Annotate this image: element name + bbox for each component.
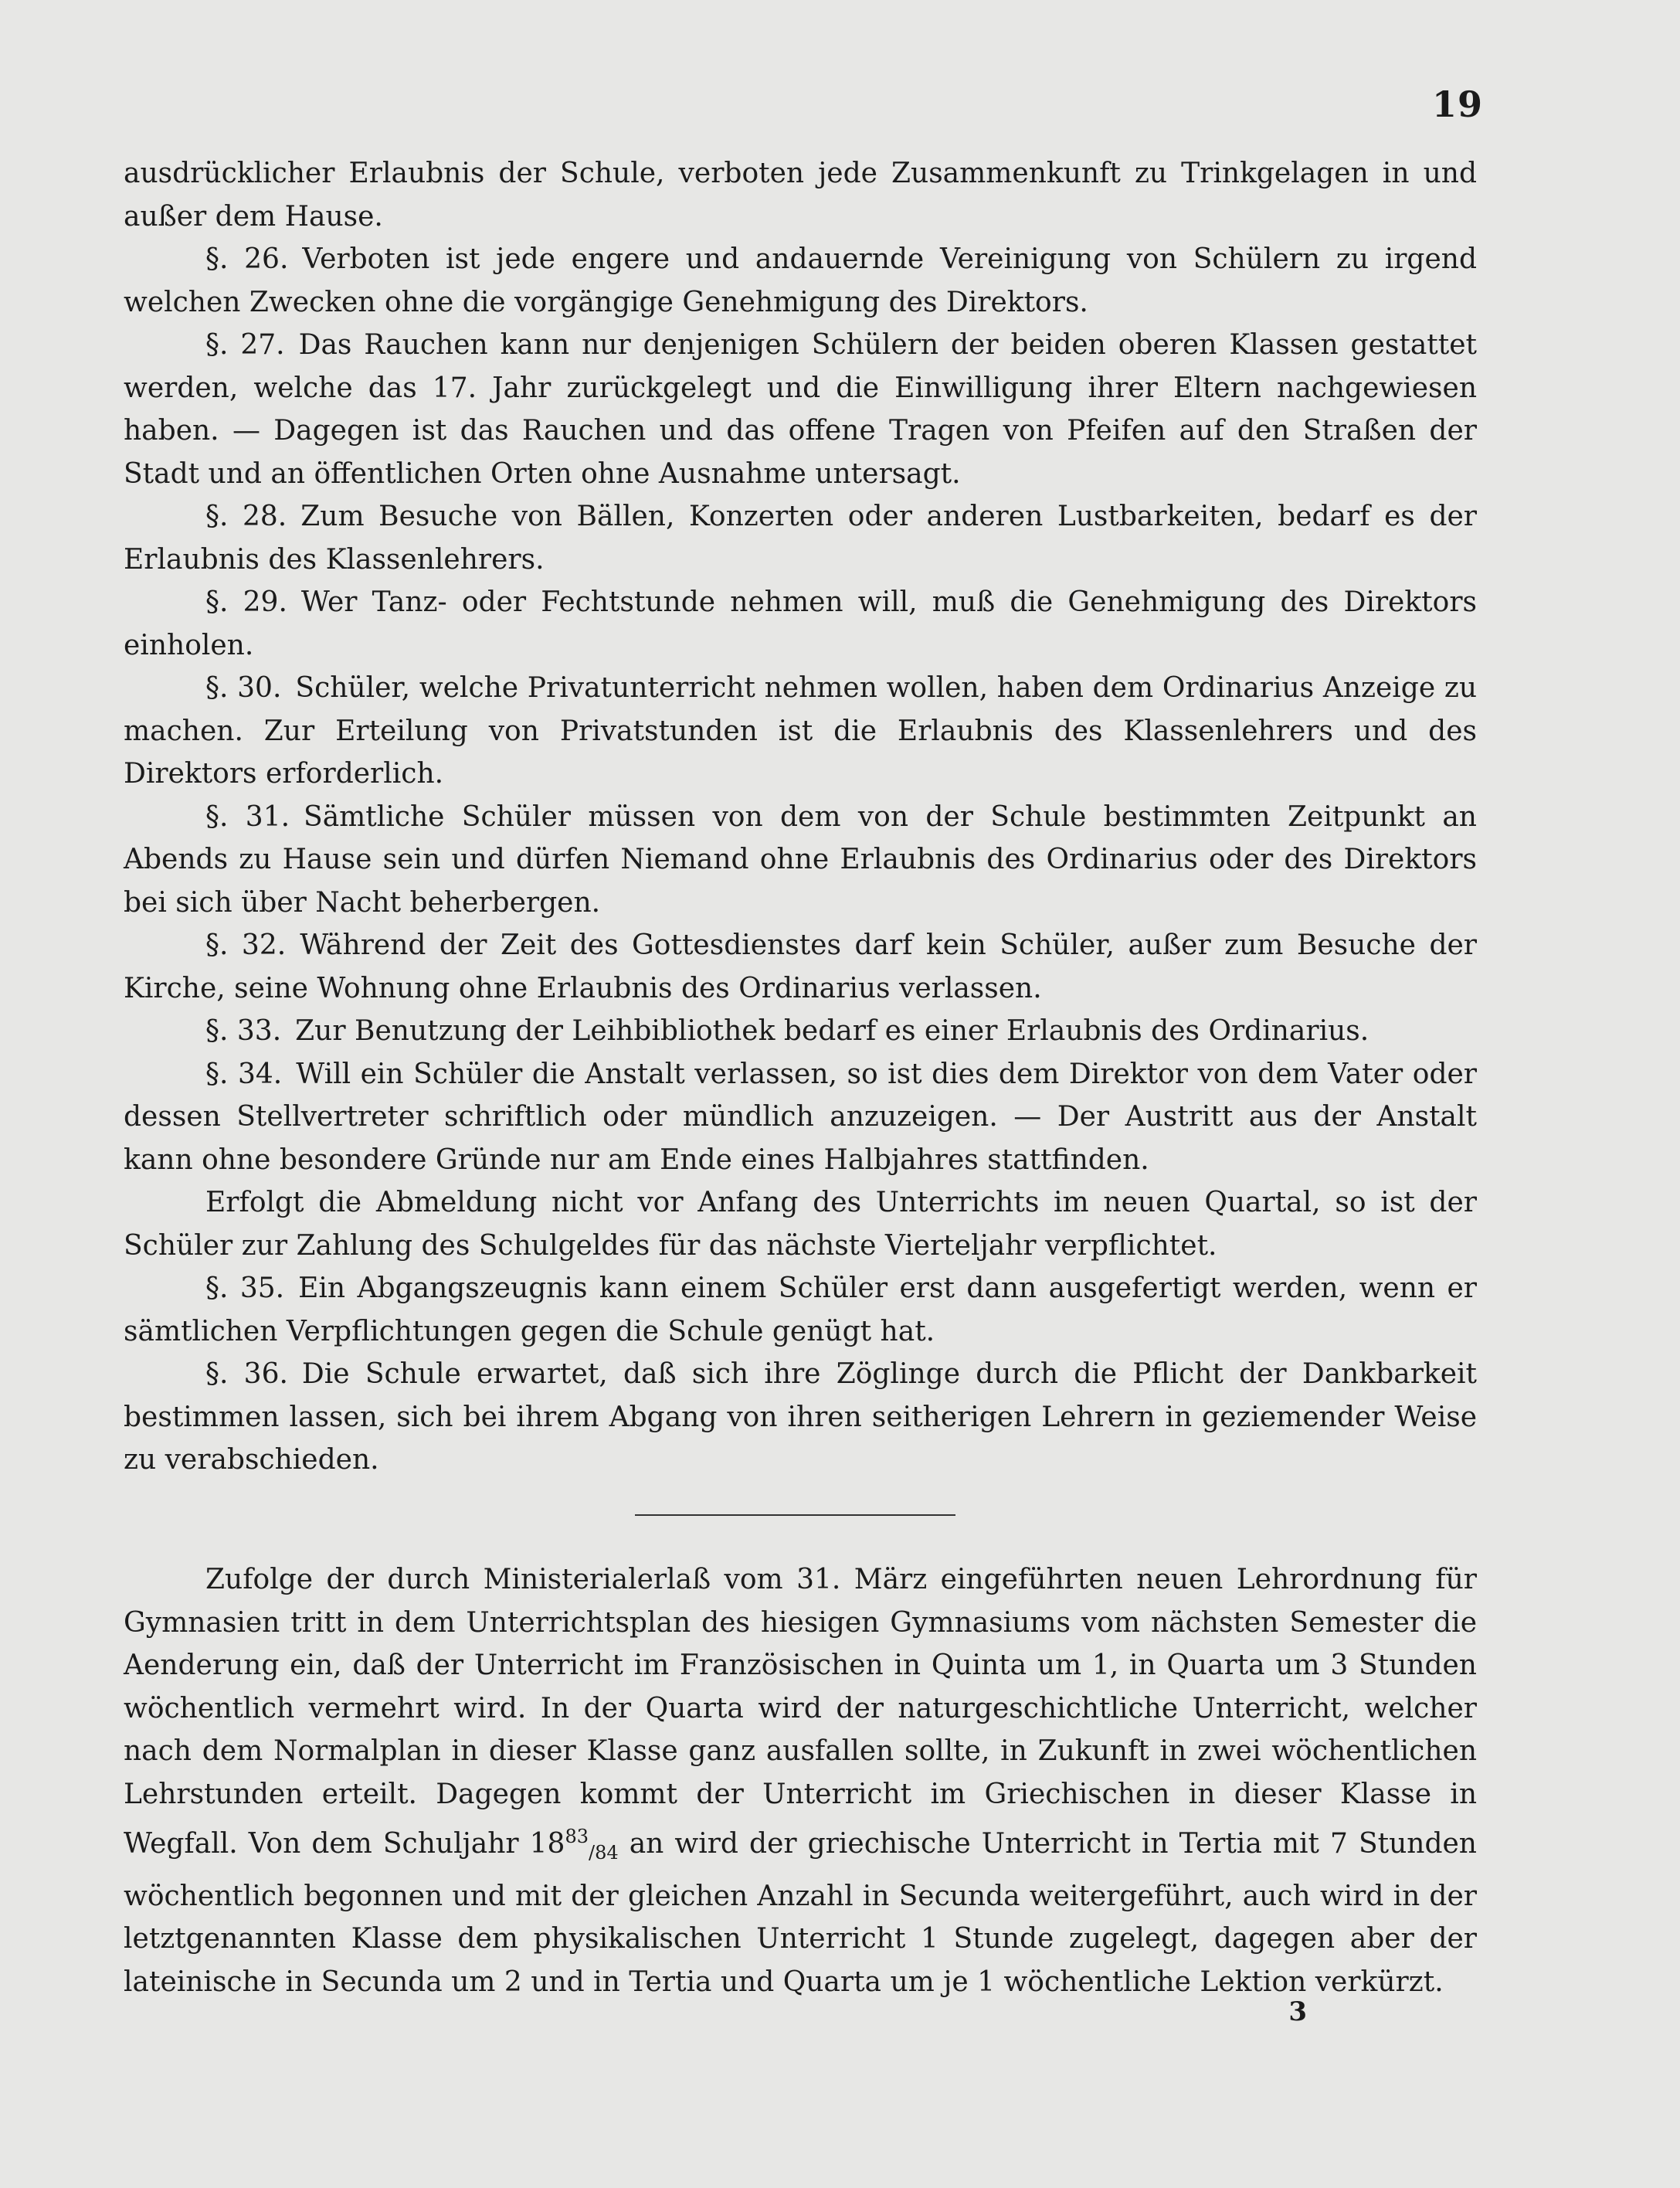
section-label: §. 33. xyxy=(205,1015,282,1047)
section-label: §. 32. xyxy=(205,929,287,961)
section-31 xyxy=(124,796,1477,925)
section-27 xyxy=(124,324,1477,495)
section-34 xyxy=(124,1053,1477,1182)
section-text: Verboten ist jede engere und andauernde Vereinigung von Schülern zu irgend welchen Zwecken ohne die vorgängige Genehmigung des Direktors. xyxy=(124,243,1477,318)
section-label: §. 36. xyxy=(205,1358,288,1390)
section-34-continuation xyxy=(124,1181,1477,1267)
section-text: Ein Abgangszeugnis kann einem Schüler erst dann ausgefertigt werden, wenn er sämtlichen Verpflichtungen gegen die Schule genügt hat. xyxy=(124,1272,1478,1347)
section-text: Erfolgt die Abmeldung nicht vor Anfang des Unterrichts im neuen Quartal, so ist der Schüler zur Zahlung des Schulgeldes für das nächste Vierteljahr verpflichtet. xyxy=(124,1187,1477,1262)
year-subscript: /84 xyxy=(589,1842,619,1864)
section-text: Will ein Schüler die Anstalt verlassen, so ist dies dem Direktor von dem Vater oder dessen Stellvertreter schriftlich oder mündlich anzuzeigen. — Der Austritt aus der Anstalt kann ohne besondere Gründe nur am Ende eines Halbjahres stattfinden. xyxy=(124,1058,1477,1176)
section-29 xyxy=(124,581,1477,667)
section-text: Schüler, welche Privatunterricht nehmen wollen, haben dem Ordinarius Anzeige zu machen. Zur Erteilung von Privatstunden ist die Erlaubnis des Klassenlehrers und des Direktors erforderlich. xyxy=(124,672,1478,790)
section-label: §. 26. xyxy=(205,243,289,275)
curriculum-paragraph xyxy=(124,1558,1477,2003)
section-text: Sämtliche Schüler müssen von dem von der Schule bestimmten Zeitpunkt an Abends zu Hause sein und dürfen Niemand ohne Erlaubnis des Ordinarius oder des Direktors bei sich über Nacht beherbergen. xyxy=(124,800,1477,919)
page-number: 19 xyxy=(1431,83,1483,125)
section-text: Die Schule erwartet, daß sich ihre Zöglinge durch die Pflicht der Dankbarkeit bestimmen lassen, sich bei ihrem Abgang von ihren seitherigen Lehrern in geziemender Weise zu verabschieden. xyxy=(124,1358,1477,1476)
section-30 xyxy=(124,667,1477,796)
section-label: §. 34. xyxy=(205,1058,283,1090)
section-36 xyxy=(124,1353,1477,1482)
regulations-block xyxy=(124,152,1477,1482)
paragraph-text: Zufolge der durch Ministerialerlaß vom 31. März eingeführten neuen Lehrordnung für Gymnasien tritt in dem Unterrichtsplan des hiesigen Gymnasiums vom nächsten Semester die Aenderung ein, daß der Unterricht im Französischen in Quinta um 1, in Quarta um 3 Stunden wöchentlich vermehrt wird. In der Quarta wird der naturgeschichtliche Unterricht, welcher nach dem Normalplan in dieser Klasse ganz ausfallen sollte, in Zukunft in zwei wöchentlichen Lehrstunden erteilt. Dagegen kommt der Unterricht im Griechischen in dieser Klasse in Wegfall. Von dem Schuljahr 18 xyxy=(124,1564,1477,1860)
signature-mark: 3 xyxy=(1288,1996,1307,2027)
section-label: §. 35. xyxy=(205,1272,285,1304)
section-text: Wer Tanz- oder Fechtstunde nehmen will, muß die Genehmigung des Direktors einholen. xyxy=(124,586,1478,661)
section-divider xyxy=(635,1514,955,1516)
section-text: Während der Zeit des Gottesdienstes darf kein Schüler, außer zum Besuche der Kirche, seine Wohnung ohne Erlaubnis des Ordinarius verlassen. xyxy=(124,929,1478,1004)
section-label: §. 28. xyxy=(205,501,287,532)
section-text: Zum Besuche von Bällen, Konzerten oder anderen Lustbarkeiten, bedarf es der Erlaubnis des Klassenlehrers. xyxy=(124,501,1478,576)
section-26 xyxy=(124,238,1477,324)
curriculum-notice-block xyxy=(124,1558,1477,2003)
section-35 xyxy=(124,1267,1477,1353)
section-28 xyxy=(124,495,1477,581)
section-32 xyxy=(124,924,1477,1010)
section-label: §. 29. xyxy=(205,586,287,618)
paragraph-text: an wird der griechische Unterricht in Tertia mit 7 Stunden wöchentlich begonnen und mit der gleichen Anzahl in Secunda weitergeführt, auch wird in der letztgenannten Klasse dem physikalischen Unterricht 1 Stunde zugelegt, dagegen aber der lateinische in Secunda um 2 und in Tertia und Quarta um je 1 wöchentliche Lektion verkürzt. xyxy=(124,1828,1477,1998)
section-33 xyxy=(124,1010,1477,1053)
year-superscript: 83 xyxy=(565,1826,589,1847)
section-text: Zur Benutzung der Leihbibliothek bedarf es einer Erlaubnis des Ordinarius. xyxy=(295,1015,1369,1047)
intro-paragraph: ausdrücklicher Erlaubnis der Schule, verboten jede Zusammenkunft zu Trinkgelagen in und außer dem Hause. xyxy=(124,158,1477,233)
section-label: §. 31. xyxy=(205,800,290,833)
section-text: Das Rauchen kann nur denjenigen Schülern der beiden oberen Klassen gestattet werden, welche das 17. Jahr zurückgelegt und die Einwilligung ihrer Eltern nachgewiesen haben. — Dagegen ist das Rauchen und das offene Tragen von Pfeifen auf den Straßen der Stadt und an öffentlichen Orten ohne Ausnahme untersagt. xyxy=(124,329,1478,490)
section-label: §. 30. xyxy=(205,672,282,704)
section-label: §. 27. xyxy=(205,329,285,361)
